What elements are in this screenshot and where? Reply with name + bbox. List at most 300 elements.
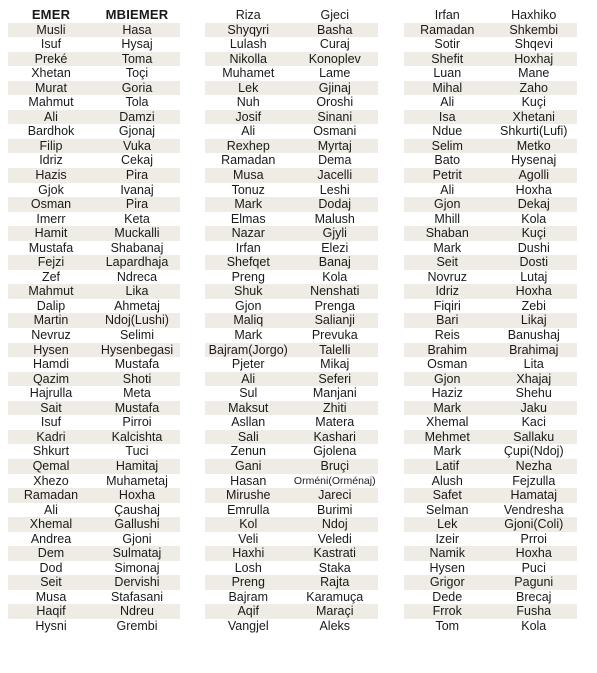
last-name-cell: Gjeci [320,8,349,22]
last-name-cell: Paguni [514,575,554,590]
last-name-cell: Fusha [516,604,552,619]
first-name-cell: Lek [437,517,458,532]
first-name-cell: Losh [234,560,262,575]
first-name-cell: Safet [432,488,462,503]
last-name-cell: Konoplev [308,51,361,66]
first-name-cell: Dede [432,589,463,604]
name-row [404,474,577,489]
name-row [404,37,577,52]
first-name-cell: Kol [239,517,258,532]
first-name-cell: Bardhok [27,124,75,139]
first-name-cell: Gjok [38,182,64,197]
last-name-cell: Orméni(Orménaj) [293,474,376,487]
last-name-cell: Nenshati [310,284,360,299]
name-row [404,517,577,532]
last-name-cell: Kashari [313,429,356,444]
last-name-cell: Pira [125,197,149,212]
first-name-cell: Mark [433,444,462,459]
last-name-cell: Salianji [314,313,355,328]
last-name-cell: Hoxhaj [514,51,554,66]
name-row [8,284,180,299]
name-row [8,561,180,576]
last-name-cell: Goria [121,80,153,95]
last-name-cell: Kuçi [521,226,546,241]
last-name-cell: Haxhiko [511,8,557,22]
name-row [205,619,378,634]
first-name-cell: Shefit [431,51,464,66]
name-row [205,183,378,198]
last-name-cell: Kola [322,269,348,284]
last-name-cell: Banaj [318,255,351,270]
first-name-cell: Ramadan [23,488,79,503]
name-row [8,328,180,343]
name-row [205,110,378,125]
name-row [8,241,180,256]
last-name-cell: Hoxha [515,284,552,299]
header-last-name: MBIEMER [105,7,169,22]
name-row [404,95,577,110]
name-row [205,255,378,270]
last-name-cell: Likaj [520,313,547,328]
last-name-cell: Toçi [125,66,149,81]
first-name-cell: Hajrulla [29,386,73,401]
last-name-cell: Mustafa [114,357,160,372]
first-name-cell: Shaban [425,226,469,241]
first-name-cell: Martin [33,313,69,328]
last-name-cell: Brahimaj [509,342,559,357]
first-name-cell: Preng [231,575,265,590]
name-row [8,23,180,38]
name-row [205,241,378,256]
last-name-cell: Matera [315,415,355,430]
first-name-cell: Brahim [427,342,468,357]
name-row [205,226,378,241]
last-name-cell: Jacelli [317,168,353,183]
name-row [404,110,577,125]
name-row [8,430,180,445]
first-name-cell: Bari [436,313,459,328]
name-row [205,517,378,532]
name-row [404,430,577,445]
name-row [404,23,577,38]
name-row [404,532,577,547]
name-row [8,226,180,241]
name-row [8,474,180,489]
name-row [404,488,577,503]
first-name-cell: Lek [238,80,259,95]
first-name-cell: Rexhep [226,138,270,153]
first-name-cell: Mark [234,328,263,343]
last-name-cell: Basha [317,22,353,37]
first-name-cell: Lulash [229,37,267,52]
last-name-cell: Xhajaj [516,371,552,386]
name-row [404,153,577,168]
name-row [8,386,180,401]
first-name-cell: Seit [40,575,62,590]
name-row [8,590,180,605]
last-name-cell: Muhametaj [106,473,168,488]
name-row [205,81,378,96]
last-name-cell: Dosti [519,255,548,270]
name-row [205,575,378,590]
last-name-cell: Kalcishta [111,429,163,444]
first-name-cell: Ali [241,371,256,386]
last-name-cell: Metko [516,138,551,153]
first-name-cell: Elmas [230,211,266,226]
first-name-cell: Gjon [235,298,262,313]
first-name-cell: Vangjel [227,618,269,633]
first-name-cell: Izeir [435,531,460,546]
first-name-cell: Isuf [40,415,62,430]
name-row [8,153,180,168]
first-name-cell: Haqif [36,604,66,619]
last-name-cell: Hysaj [121,37,153,52]
name-row [8,401,180,416]
name-row [404,168,577,183]
last-name-cell: Gjinaj [318,80,351,95]
name-row [205,153,378,168]
last-name-cell: Bruçi [320,458,349,473]
last-name-cell: Gjyli [322,226,347,241]
name-row [205,212,378,227]
name-row [205,168,378,183]
name-row [404,139,577,154]
name-row [404,197,577,212]
last-name-cell: Dema [318,153,352,168]
last-name-cell: Lika [125,284,149,299]
last-name-cell: Mane [518,66,550,81]
last-name-cell: Curaj [319,37,350,52]
first-name-cell: Hasan [230,473,267,488]
name-row [404,444,577,459]
name-row [205,139,378,154]
name-row [8,270,180,285]
first-name-cell: Preng [231,269,265,284]
last-name-cell: Jaku [520,400,547,415]
name-row [8,81,180,96]
name-row [8,66,180,81]
name-row [404,52,577,67]
name-row [8,575,180,590]
name-row [205,459,378,474]
first-name-cell: Murat [35,80,67,95]
first-name-cell: Fejzi [37,255,65,270]
name-row [205,415,378,430]
first-name-cell: Nazar [231,226,265,241]
name-row [8,546,180,561]
first-name-cell: Irfan [434,8,460,22]
first-name-cell: Shuk [234,284,263,299]
first-name-cell: Filip [39,138,63,153]
first-name-cell: Grigor [429,575,465,590]
last-name-cell: Rajta [320,575,350,590]
first-name-cell: Zenun [230,444,266,459]
first-name-cell: Mihal [432,80,463,95]
first-name-cell: Mahmut [28,95,74,110]
first-name-cell: Aqif [237,604,260,619]
first-name-cell: Osman [30,197,72,212]
name-row [8,168,180,183]
last-name-cell: Kaci [521,415,546,430]
last-name-cell: Nezha [515,458,552,473]
last-name-cell: Veledi [317,531,352,546]
first-name-cell: Bato [434,153,461,168]
first-name-cell: Tom [435,618,460,633]
name-row [404,81,577,96]
first-name-cell: Ramadan [221,153,276,168]
first-name-cell: Musa [35,589,67,604]
name-row [205,95,378,110]
last-name-cell: Sinani [317,109,353,124]
name-row [8,415,180,430]
name-row [404,183,577,198]
first-name-cell: Maksut [228,400,269,415]
name-row [8,372,180,387]
last-name-cell: Agolli [518,168,550,183]
last-name-cell: Osmani [313,124,357,139]
name-row [8,197,180,212]
name-row [404,124,577,139]
first-name-cell: Haziz [431,386,463,401]
last-name-cell: Sulmataj [112,546,162,561]
name-row [205,313,378,328]
name-row [404,415,577,430]
last-name-cell: Lita [523,357,544,372]
last-name-cell: Sallaku [513,429,555,444]
names-column-3 [404,8,577,634]
name-row [404,386,577,401]
last-name-cell: Dushi [517,240,550,255]
name-row [8,357,180,372]
first-name-cell: Sotir [434,37,461,52]
first-name-cell: Josif [235,109,262,124]
first-name-cell: Riza [235,8,261,22]
name-row [8,124,180,139]
name-row [205,386,378,401]
last-name-cell: Ivanaj [120,182,154,197]
name-row [8,52,180,67]
first-name-cell: Xhemal [426,415,469,430]
first-name-cell: Nuh [236,95,260,110]
last-name-cell: Fejzulla [512,473,556,488]
name-row [205,284,378,299]
first-name-cell: Hazis [35,168,67,183]
last-name-cell: Shoti [122,371,152,386]
name-row [8,503,180,518]
first-name-cell: Isa [438,109,456,124]
last-name-cell: Elezi [321,240,349,255]
name-row [8,604,180,619]
last-name-cell: Gjonaj [118,124,156,139]
name-row [404,212,577,227]
first-name-cell: Ali [241,124,256,139]
name-row [8,444,180,459]
first-name-cell: Sul [239,386,258,401]
first-name-cell: Dalip [36,298,66,313]
first-name-cell: Selim [431,138,463,153]
header-row [8,8,180,23]
last-name-cell: Manjani [312,386,357,401]
first-name-cell: Ali [44,109,58,124]
name-row [8,37,180,52]
last-name-cell: Ndoj(Lushi) [105,313,169,328]
last-name-cell: Banushaj [507,328,560,343]
name-row [205,372,378,387]
name-row [404,604,577,619]
first-name-cell: Mirushe [226,488,271,503]
first-name-cell: Maliq [233,313,264,328]
first-name-cell: Gjon [434,197,461,212]
name-row [205,343,378,358]
first-name-cell: Gani [235,458,262,473]
first-name-cell: Mark [433,400,462,415]
first-name-cell: Muhamet [222,66,275,81]
name-row [205,66,378,81]
first-name-cell: Veli [238,531,259,546]
first-name-cell: Xhetan [31,66,71,81]
name-row [8,532,180,547]
last-name-cell: Shkembi [509,22,559,37]
first-name-cell: Dod [39,560,63,575]
last-name-cell: Tuci [125,444,149,459]
name-row [404,503,577,518]
last-name-cell: Simonaj [114,560,160,575]
last-name-cell: Leshi [319,182,350,197]
name-row [404,299,577,314]
last-name-cell: Pira [125,168,149,183]
first-name-cell: Hysen [429,560,465,575]
last-name-cell: Pirroi [122,415,152,430]
name-row [205,401,378,416]
header-first-name: EMER [31,7,71,22]
name-row [404,357,577,372]
first-name-cell: Emrulla [227,502,270,517]
first-name-cell: Ali [44,502,58,517]
name-row [8,110,180,125]
name-row [8,299,180,314]
name-row [8,212,180,227]
name-row [8,255,180,270]
name-row [8,343,180,358]
name-row [404,343,577,358]
last-name-cell: Zhiti [322,400,347,415]
first-name-cell: Hysen [33,342,69,357]
last-name-cell: Ahmetaj [114,298,160,313]
last-name-cell: Lapardhaja [105,255,169,270]
name-row [404,561,577,576]
name-row [205,430,378,445]
last-name-cell: Prroi [520,531,547,546]
last-name-cell: Gjolena [313,444,357,459]
last-name-cell: Kastrati [313,546,356,561]
last-name-cell: Hoxha [515,182,552,197]
name-row [205,590,378,605]
first-name-cell: Bajram [228,589,269,604]
first-name-cell: Preké [34,51,68,66]
last-name-cell: Burimi [317,502,353,517]
name-row [404,372,577,387]
first-name-cell: Ndue [432,124,463,139]
last-name-cell: Dervishi [114,575,160,590]
last-name-cell: Malush [314,211,355,226]
last-name-cell: Lame [319,66,351,81]
last-name-cell: Grembi [116,618,158,633]
first-name-cell: Gjon [434,371,461,386]
last-name-cell: Myrtaj [317,138,352,153]
last-name-cell: Gjoni(Coli) [504,517,564,532]
last-name-cell: Selimi [119,328,155,343]
last-name-cell: Aleks [319,618,351,633]
first-name-cell: Mark [234,197,263,212]
name-row [205,532,378,547]
last-name-cell: Toma [121,51,153,66]
first-name-cell: Andrea [30,531,72,546]
first-name-cell: Bajram(Jorgo) [208,342,288,357]
last-name-cell: Seferi [318,371,352,386]
first-name-cell: Ali [440,182,455,197]
last-name-cell: Cekaj [121,153,153,168]
last-name-cell: Jareci [318,488,352,503]
first-name-cell: Luan [433,66,462,81]
last-name-cell: Damzi [119,109,155,124]
last-name-cell: Vendresha [503,502,564,517]
name-row [8,95,180,110]
last-name-cell: Brecaj [516,589,552,604]
last-name-cell: Hysenaj [511,153,557,168]
last-name-cell: Keta [124,211,150,226]
name-row [205,357,378,372]
last-name-cell: Çupi(Ndoj) [503,444,564,459]
first-name-cell: Ramadan [420,22,475,37]
name-row [205,197,378,212]
name-row [404,459,577,474]
name-row [404,284,577,299]
first-name-cell: Hamdi [32,357,70,372]
last-name-cell: Ndreca [116,269,158,284]
first-name-cell: Sait [40,400,62,415]
last-name-cell: Kuçi [521,95,546,110]
last-name-cell: Staka [318,560,351,575]
first-name-cell: Osman [427,357,468,372]
name-row [205,328,378,343]
name-row [404,313,577,328]
last-name-cell: Dekaj [517,197,550,212]
name-row [205,488,378,503]
name-row [205,270,378,285]
names-column-1 [8,8,180,634]
first-name-cell: Kadri [36,429,66,444]
names-column-2 [205,8,378,634]
name-row [205,23,378,38]
first-name-cell: Mustafa [28,240,74,255]
first-name-cell: Irfan [235,240,261,255]
last-name-cell: Shehu [515,386,552,401]
first-name-cell: Mark [433,240,462,255]
name-row [205,52,378,67]
last-name-cell: Lutaj [520,269,548,284]
name-row [205,37,378,52]
last-name-cell: Shqevi [514,37,553,52]
name-row [205,604,378,619]
first-name-cell: Qazim [32,371,70,386]
last-name-cell: Vuka [122,138,152,153]
first-name-cell: Hamit [34,226,68,241]
first-name-cell: Hysni [35,618,67,633]
name-row [404,255,577,270]
first-name-cell: Idriz [435,284,460,299]
first-name-cell: Pjeter [231,357,265,372]
last-name-cell: Gallushi [114,517,160,532]
